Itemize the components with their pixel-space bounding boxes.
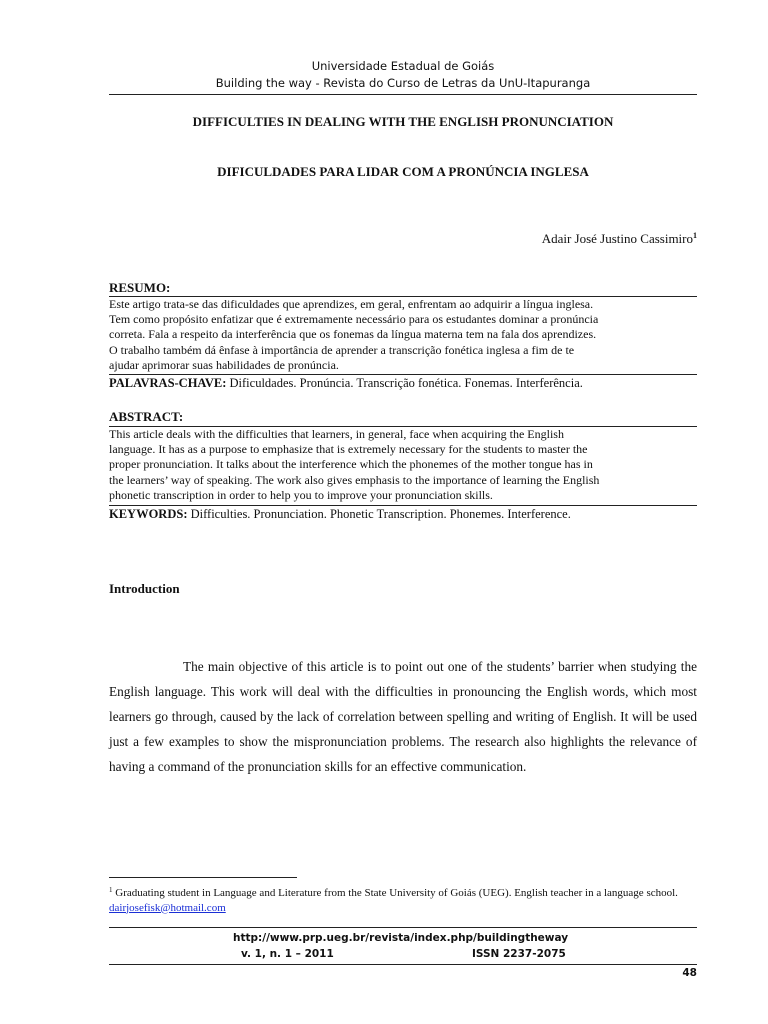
footer-volume: v. 1, n. 1 – 2011: [241, 948, 334, 960]
footnote-email-link[interactable]: dairjosefisk@hotmail.com: [109, 901, 226, 914]
resumo-heading: RESUMO:: [109, 280, 171, 295]
resumo-line: Este artigo trata-se das dificuldades que aprendizes, em geral, enfrentam ao adquirir a língua inglesa.: [109, 297, 594, 311]
keywords-values: Difficulties. Pronunciation. Phonetic Transcription. Phonemes. Interference.: [190, 507, 571, 521]
abstract-line: the learners’ way of speaking. The work also gives emphasis to the importance of learning the English: [109, 472, 600, 487]
introduction-paragraph: The main objective of this article is to point out one of the students’ barrier when studying the English language. This work will deal with the difficulties in pronouncing the English words, which most learners go through, caused by the lack of correlation between spelling and writing of English. It will be used just a few examples to show the mispronunciation problems. The research also highlights the relevance of having a command of the pronunciation skills for an effective communication.: [109, 659, 697, 775]
footnote-text: Graduating student in Language and Literature from the State University of Goiás (UEG). English teacher in a language school.: [115, 887, 678, 899]
abstract-heading: ABSTRACT:: [109, 409, 184, 424]
footnote: [109, 883, 697, 915]
footer-url[interactable]: http://www.prp.ueg.br/revista/index.php/buildingtheway: [233, 932, 569, 944]
palavras-chave-label: PALAVRAS-CHAVE:: [109, 376, 227, 390]
resumo-mid-rule: [109, 374, 697, 375]
resumo-line: Tem como propósito enfatizar que é extremamente necessário para os estudantes dominar a pronúncia: [109, 312, 599, 327]
footer-bottom-rule: [109, 964, 697, 965]
abstract-line: proper pronunciation. It talks about the interference which the phonemes of the mother tongue has in: [109, 457, 593, 472]
abstract-mid-rule: [109, 505, 697, 506]
author-name: Adair José Justino Cassimiro: [541, 231, 693, 246]
footer-issn: ISSN 2237-2075: [472, 948, 566, 960]
resumo-text: [109, 297, 697, 373]
title-english: DIFFICULTIES IN DEALING WITH THE ENGLISH PRONUNCIATION: [192, 114, 614, 129]
header-university: Universidade Estadual de Goiás: [311, 59, 495, 73]
abstract-line: This article deals with the difficulties that learners, in general, face when acquiring the English: [109, 427, 564, 441]
author-line: [542, 231, 697, 247]
header-rule: [109, 94, 697, 95]
title-portuguese: DIFICULDADES PARA LIDAR COM A PRONÚNCIA INGLESA: [217, 164, 589, 179]
keywords-label: KEYWORDS:: [109, 507, 188, 521]
palavras-chave-values: Dificuldades. Pronúncia. Transcrição fonética. Fonemas. Interferência.: [229, 376, 583, 390]
resumo-line: correta. Fala a respeito da interferência que os fonemas da língua materna tem na fala dos aprendizes.: [109, 327, 597, 342]
keywords: [109, 507, 697, 522]
abstract-text: [109, 427, 697, 503]
abstract-line: language. It has as a purpose to emphasize that is extremely necessary for the students to master the: [109, 442, 588, 457]
author-footnote-mark: 1: [693, 231, 697, 240]
footnote-rule: [109, 877, 297, 878]
header-journal: Building the way - Revista do Curso de Letras da UnU-Itapuranga: [215, 76, 591, 90]
resumo-line: ajudar aprimorar suas habilidades de pronúncia.: [109, 357, 339, 372]
abstract-line: phonetic transcription in order to help you to improve your pronunciation skills.: [109, 487, 493, 502]
palavras-chave: [109, 376, 697, 391]
footnote-mark: 1: [109, 886, 113, 894]
resumo-line: O trabalho também dá ênfase à importância de aprender a transcrição fonética inglesa a fim de te: [109, 342, 575, 357]
footer-rule: [109, 927, 697, 928]
page-number: 48: [682, 967, 697, 979]
introduction-heading: Introduction: [109, 581, 180, 596]
